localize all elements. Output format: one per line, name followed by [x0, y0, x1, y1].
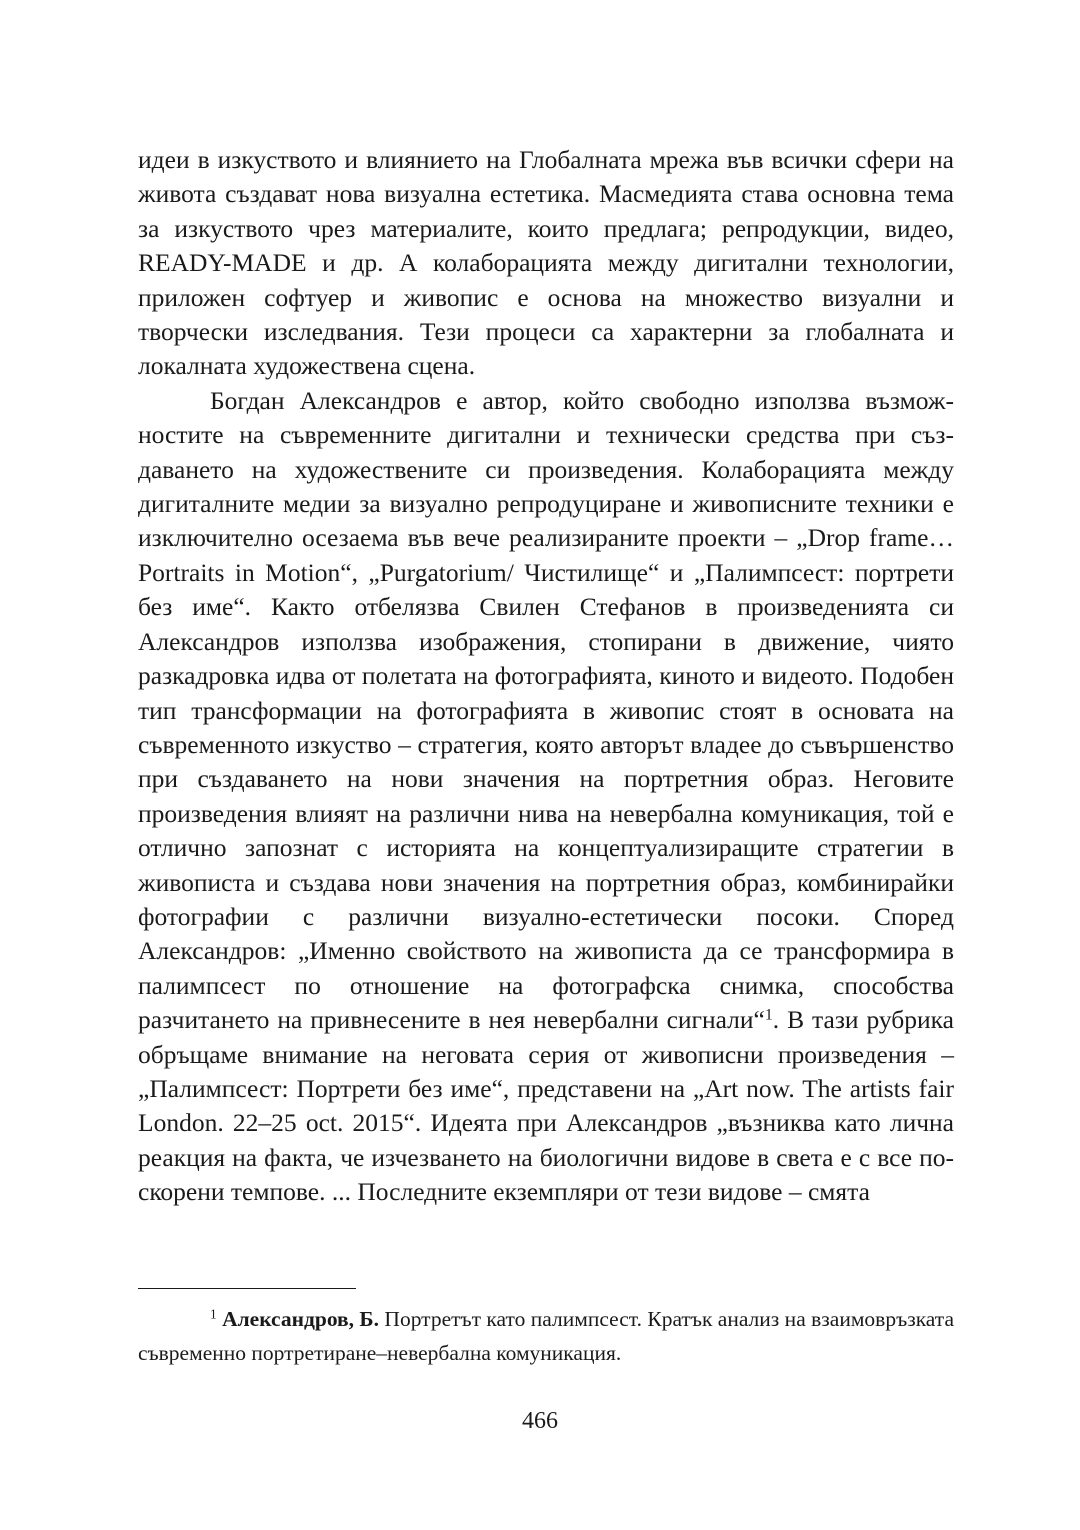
footnote-number: 1	[210, 1306, 217, 1322]
paragraph-1: идеи в изкуството и влиянието на Глобалната мрежа във всички сфери на живота създават нова визуална естетика. Масмедията става основна тема за изкуството чрез материалите, които предлага; репродукции, видео, READY-MADE и др. А колаборацията между дигитални технологии, приложен софтуер и живопис е основа на множество визуални и творчески изследвания. Тези процеси са характерни за глобалната и локалната художествена сцена.	[138, 145, 954, 381]
footnote-divider	[138, 1288, 356, 1289]
footnote	[138, 1302, 954, 1370]
footnote-author: Александров, Б.	[222, 1307, 380, 1331]
main-text	[138, 143, 954, 1210]
paragraph-2	[138, 384, 954, 1210]
footnote-entry	[138, 1302, 954, 1370]
footnote-reference[interactable]: 1	[764, 1006, 773, 1024]
footnote-text: Портретът като палимпсест. Кратък анализ на взаимовръзката съвременно портретиране–невербална комуникация.	[138, 1307, 954, 1365]
paragraph-2-text-b: . В тази рубрика обръщаме внимание на неговата серия от живописни произведения – „Палимпсест: Портрети без име“, представени на „Art now. The artists fair London. 22–25 oct. 2015“. Идеята при Александров „възниква като лична реакция на факта, че изчезването на биологични видове в света е с все поскорени темпове. ... Последните екземпляри от тези видове – смята	[138, 1005, 954, 1207]
page-number: 466	[522, 1408, 558, 1434]
paragraph-2-text-a: Богдан Александров е автор, който свободно използва възможностите на съвременните дигитални и технически средства при създаването на художествените си произведения. Колаборацията между дигиталните медии за визуално репродуциране и живописните техники е изключително осезаема във вече реализираните проекти – „Drop frame… Portraits in Motion“, „Purgatorium/ Чистилище“ и „Палимпсест: портрети без име“. Както отбелязва Свилен Стефанов в произведенията си Александров използва изображения, стопирани в движение, чиято разкадровка идва от полетата на фотографията, киното и видеото. Подобен тип трансформации на фотографията в живопис стоят в основата на съвременното изкуство – стратегия, която авторът владее до съвършенство при създаването на нови значения на портретния образ. Неговите произведения влияят на различни нива на невербална комуникация, той е отлично запознат с историята на концептуализиращите стратегии в живописта и създава нови значения на портретния образ, комбинирайки фотографии с различни визуално-естетически посоки. Според Александров: „Именно свойството на живописта да се трансформира в палимпсест по отношение на фотографска снимка, способства разчитането на привнесените в нея невербални сигнали“	[138, 385, 954, 1035]
